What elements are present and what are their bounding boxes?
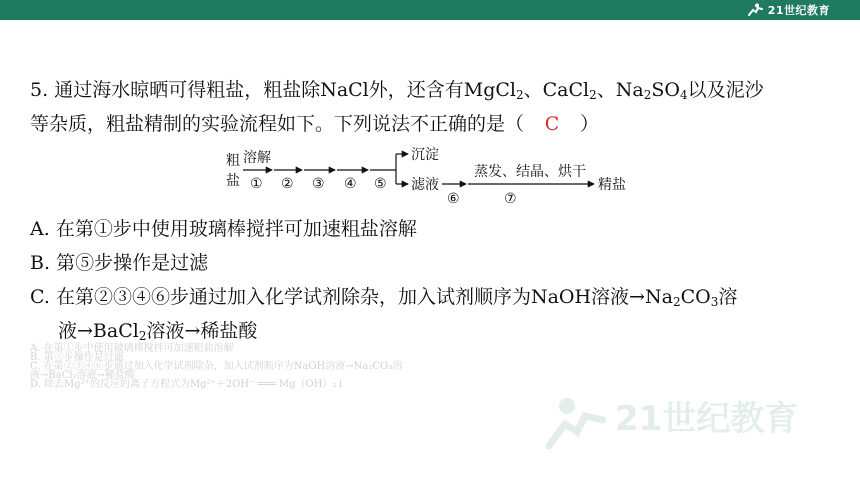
answer-letter: C: [544, 113, 560, 135]
flow-step-4: ④: [344, 176, 357, 192]
flow-step-5: ⑤: [374, 176, 387, 192]
option-c-label: C.: [30, 286, 50, 308]
option-c-continuation: 液→BaCl$_2$溶液→稀盐酸: [58, 320, 258, 343]
flow-step-3: ③: [312, 176, 325, 192]
question-stem: [30, 73, 830, 141]
flow-start-char-2: 盐: [226, 173, 240, 189]
question-number: 5.: [30, 79, 49, 101]
question-line-1: 5. 通过海水晾晒可得粗盐，粗盐除NaCl外，还含有MgCl$_2$、CaCl$_2$、$Na_2SO_4$以及泥沙: [30, 79, 764, 102]
question-line-2: 等杂质，粗盐精制的实验流程如下。下列说法不正确的是（ C ）: [30, 107, 830, 141]
process-flow-diagram: [222, 138, 626, 210]
runner-logo-icon: [746, 3, 764, 17]
flow-step-7: ⑦: [504, 191, 517, 207]
flow-step-6: ⑥: [447, 191, 460, 207]
flow-step-1: ①: [250, 176, 263, 192]
faded-overlapping-text: A. 在第①步中使用玻璃棒搅拌可加速粗盐溶解 B. 第⑤步操作是过滤 C. 在第②③④⑥步通过加入化学试剂除杂，加入试剂顺序为NaOH溶液→Na₂CO₃溶 液→BaCl₂溶液→稀盐酸 D. 除去Mg²⁺的反应的离子方程式为Mg²⁺＋2OH⁻ ═══ Mg（OH）₂↓: [30, 343, 403, 390]
option-c: C. 在第②③④⑥步通过加入化学试剂除杂，加入试剂顺序为NaOH溶液$\to Na_2CO_3$溶 液→BaCl$_2$溶液→稀盐酸: [30, 280, 830, 348]
option-a-text: 在第①步中使用玻璃棒搅拌可加速粗盐溶解: [55, 218, 417, 240]
brand-watermark: [545, 388, 835, 454]
option-b-text: 第⑤步操作是过滤: [56, 252, 209, 274]
brand-text: 21世纪教育: [767, 4, 830, 17]
brand-logo: [746, 2, 830, 18]
flow-start-char-1: 粗: [226, 153, 240, 169]
flow-filtrate: 滤液: [411, 177, 439, 193]
flow-dissolve-label: 溶解: [243, 150, 271, 166]
top-header-bar: [0, 0, 860, 20]
flow-step-2: ②: [281, 176, 294, 192]
option-a: [30, 212, 830, 246]
option-b: [30, 246, 830, 280]
option-a-label: A.: [30, 218, 50, 240]
flow-precipitate: 沉淀: [411, 147, 439, 163]
option-b-label: B.: [30, 252, 51, 274]
flow-product: 精盐: [598, 177, 626, 193]
flow-process-label: 蒸发、结晶、烘干: [474, 164, 586, 180]
svg-text:21世纪教育: 21世纪教育: [615, 399, 799, 439]
